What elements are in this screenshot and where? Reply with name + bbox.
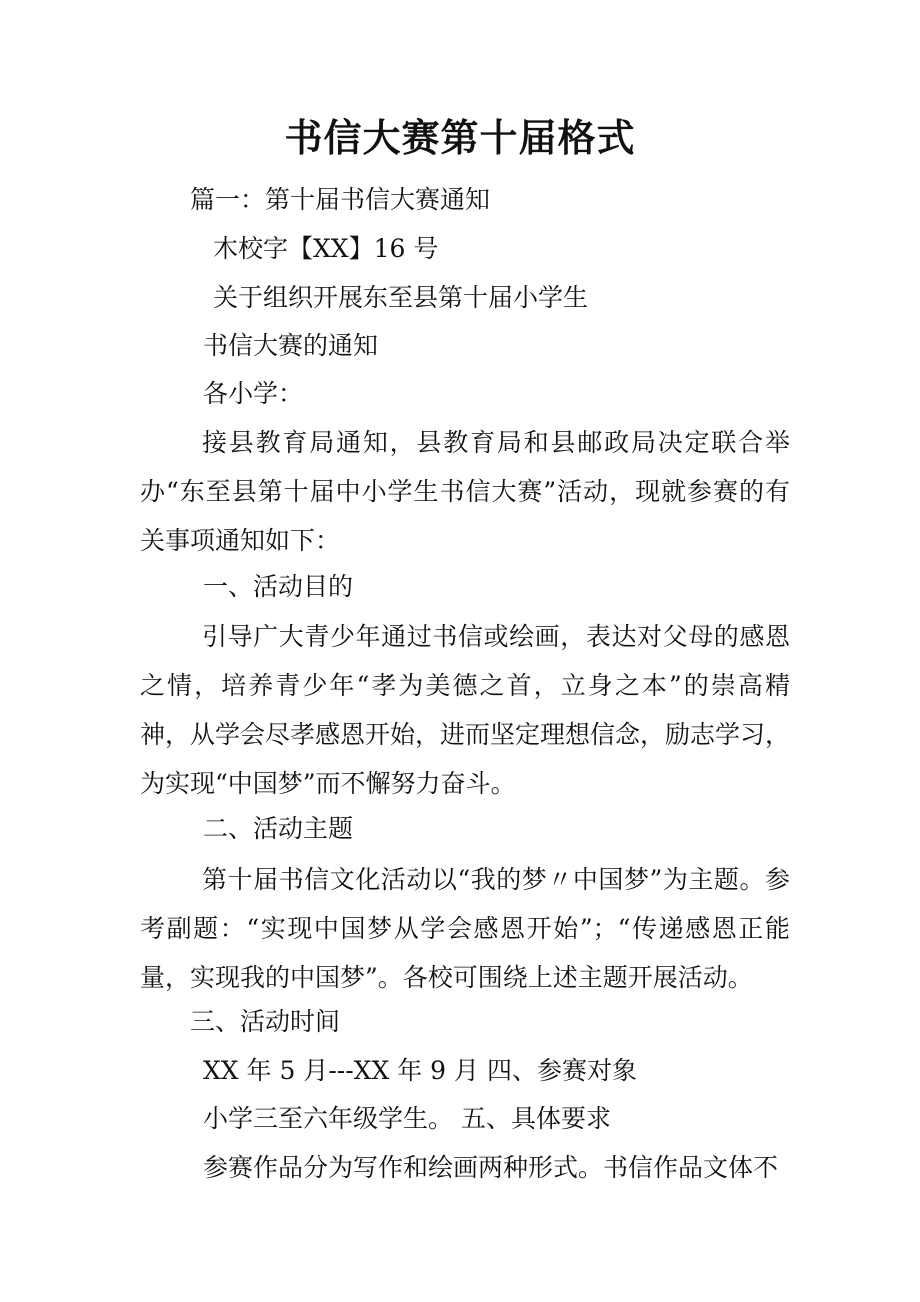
heading-theme: 二、活动主题: [203, 814, 354, 843]
notice-title-line-2: 书信大赛的通知: [203, 331, 379, 360]
section-heading: 篇一：第十届书信大赛通知: [190, 185, 491, 214]
heading-purpose: 一、活动目的: [203, 572, 354, 601]
time-line: XX 年 5 月---XX 年 9 月 四、参赛对象: [203, 1056, 637, 1085]
theme-paragraph: 第十届书信文化活动以“我的梦〃中国梦”为主题。参考副题：“实现中国梦从学会感恩开始”；“传递感恩正能量，实现我的中国梦”。各校可围绕上述主题开展活动。: [140, 865, 790, 992]
doc-number: 木校字【XX】16 号: [213, 234, 439, 263]
purpose-paragraph: 引导广大青少年通过书信或绘画，表达对父母的感恩之情，培养青少年“孝为美德之首，立身之本”的崇高精神，从学会尽孝感恩开始，进而坚定理想信念，励志学习，为实现“中国梦”而不懈努力奋斗。: [140, 622, 791, 798]
requirements-start: 参赛作品分为写作和绘画两种形式。书信作品文体不: [203, 1153, 779, 1182]
heading-time: 三、活动时间: [190, 1007, 341, 1036]
intro-paragraph: 接县教育局通知，县教育局和县邮政局决定联合举办“东至县第十届中小学生书信大赛”活动，现就参赛的有关事项通知如下：: [140, 428, 790, 555]
document-title: 书信大赛第十届格式: [284, 115, 636, 160]
notice-title-line-1: 关于组织开展东至县第十届小学生: [213, 283, 589, 312]
target-line: 小学三至六年级学生。 五、具体要求: [203, 1104, 611, 1133]
salutation: 各小学：: [203, 379, 304, 408]
